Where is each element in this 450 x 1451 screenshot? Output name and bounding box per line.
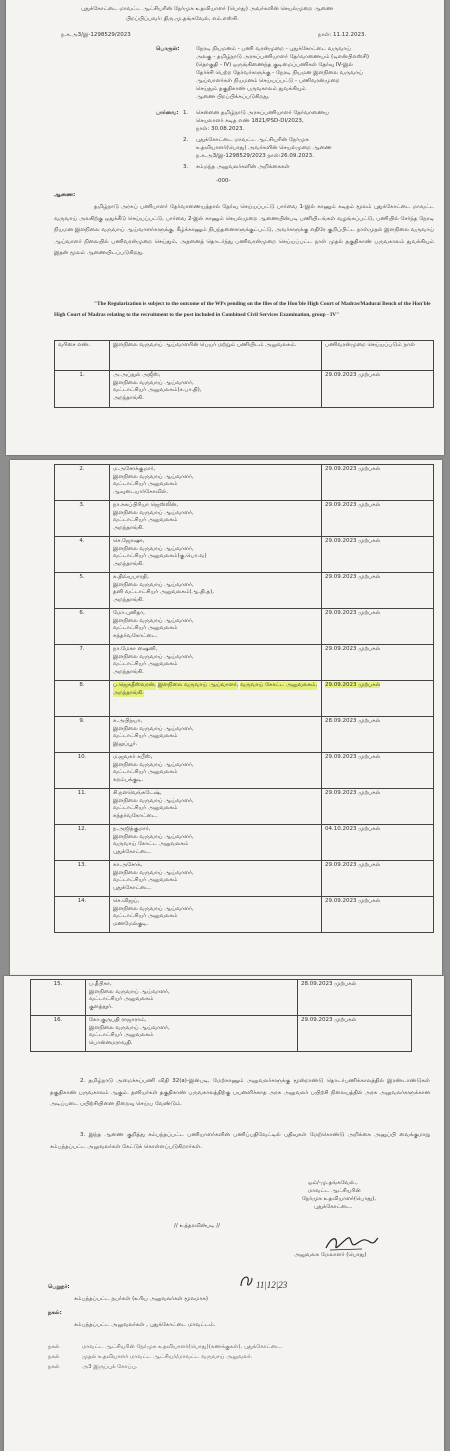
employee-name: ப.தீபிகா,	[89, 981, 112, 987]
row-name-cell	[110, 681, 322, 717]
employee-office: வருவாய் கோட்ட அலுவலகம்,	[240, 682, 318, 688]
document-page-1	[6, 0, 444, 455]
order-date: நாள்: 11.12.2023.	[318, 32, 367, 38]
employee-name: க.திவ்யபாரதி,	[113, 574, 149, 580]
employee-office: வட்டாட்சியர் அலுவலகம்	[113, 805, 178, 811]
table-row	[55, 825, 434, 861]
row-name-cell	[110, 753, 322, 789]
regularization-date: 29.09.2023 முற்பகல்	[322, 501, 434, 537]
row-name-cell	[110, 897, 322, 933]
employee-name: நா.சுகப்பிரியா ஜெஸ்லின்,	[113, 502, 179, 508]
row-name-cell	[110, 789, 322, 825]
employee-office: வட்டாட்சியர் அலுவலகம்	[113, 625, 178, 631]
footer-copy-label: நகல்	[48, 1344, 60, 1350]
row-number: 16.	[31, 1016, 86, 1052]
employee-name: ந.அஜித்குமார்,	[113, 826, 151, 832]
order-heading: ஆணை:	[54, 192, 76, 198]
regularization-date: 29.09.2023 முற்பகல்	[298, 1016, 412, 1052]
regularization-date: 29.09.2023 முற்பகல்	[322, 897, 434, 933]
employee-name: ம.அசோக்குமார்,	[113, 466, 156, 472]
subject-line: செய்தும் தகுதிகாண் பருவகாலம் துவக்கியும்	[196, 86, 306, 92]
row-number: 5.	[55, 573, 110, 609]
table-row	[31, 980, 412, 1016]
regularization-date: 29.09.2023 முற்பகல்	[322, 789, 434, 825]
regularization-table-part-2	[54, 464, 434, 933]
employee-designation: இளநிலை வருவாய் ஆய்வாளர்,	[113, 761, 194, 768]
row-number: 3.	[55, 501, 110, 537]
reference-number: ந.க.அ3/இ-1298529/2023	[61, 32, 131, 38]
employee-name: ம.ஜவகர் கபீஸ்,	[113, 754, 153, 760]
handwritten-initial	[238, 1272, 254, 1290]
subject-line: அலகு - தமிழ்நாடு அரசுப்பணியாளர் தேர்வாணையம் (டிஎன்பிஎஸ்சி)	[196, 54, 369, 60]
employee-location: அறந்தாங்கி.	[113, 668, 144, 675]
table-row	[55, 645, 434, 681]
court-note: "The Regularization is subject to the outcome of the WPs pending on the files of the Hon'ble High Court of Madras/Madurai Bench of the Hon'ble High Court of Madras relating to the recruitment to the post included in Combined Civil Services Examination, group - IV"	[54, 301, 431, 318]
reference-line: உதவியாளர்(பொது) அவர்களின் செயல்முறை ஆணை	[196, 145, 332, 151]
employee-office: வட்டாட்சியர் அலுவலகம்	[113, 769, 178, 775]
section-divider: -000-	[216, 178, 231, 184]
table-row	[55, 789, 434, 825]
employee-name: செ.விஜய்,	[113, 898, 140, 904]
regularization-table-part-3	[30, 979, 412, 1052]
employee-office: வருவாய் கோட்ட அலுவலகம்	[113, 841, 189, 847]
references-label: பார்வை:	[156, 110, 179, 116]
employee-office: வட்டாட்சியர் அலுவலகம்	[113, 733, 178, 739]
employee-name: அ.அப்துல் அஜீஸ்,	[113, 372, 161, 378]
row-number: 1.	[55, 371, 110, 408]
employee-designation: இளநிலை வருவாய் ஆய்வாளர்,	[157, 682, 239, 688]
footer-copy-text: மாவட்ட ஆட்சியரின் நேர்முக உதவியாளர்(பொது)(கணக்குகள்), புதுக்கோட்டை.	[82, 1344, 283, 1350]
row-name-cell	[110, 537, 322, 573]
order-body: தமிழ்நாடு அரசுப் பணியாளர் தேர்வாணையத்தால் தேர்வு செய்யப்பட்டு பார்வை 1-இல் காணும் கடிதம் மூலம் புதுக்கோட்டை மாவட்ட வருவாய் அலகிற்கு ஒதுக்கீடு செய்யப்பட்டு, பார்வை 2-இல் காணும் செயல்முறை ஆணையின்படி பணியிடங்கள் வழங்கப்பட்டு, பணியில் சேர்ந்த நேரடி நியமன இளநிலை வருவாய் ஆய்வாளர்களுக்கு, கீழ்க்காணும் நிபந்தனைகளுக்குட்பட்டு, அவர்களுக்கு எதிரே குறிப்பிட்ட நாள்முதல் இளநிலை வருவாய் ஆய்வாளர் நிலையில் பணிவரன்முறை செய்தும், அதனைத் தொடர்ந்து பணிவரன்முறை செய்யப்பட்ட நாள் முதல் தகுதிகாண் பருவகாலம் துவக்கியும் இதன் மூலம் ஆணையிடப்படுகிறது.	[54, 204, 434, 256]
employee-name: சி.நளவெங்கடேஷ்,	[113, 790, 162, 796]
row-name-cell	[110, 861, 322, 897]
employee-location: அறந்தாங்கி.	[113, 524, 144, 531]
employee-name: நா.மேகா ஷைனி,	[113, 646, 158, 652]
row-name-cell	[110, 573, 322, 609]
reference-number-2: 2.	[183, 137, 189, 143]
table-header-serial: வரிசை எண்.	[55, 341, 110, 371]
employee-name: மோ.புனிதா,	[113, 610, 145, 616]
reference-line: புதுக்கோட்டை மாவட்ட ஆட்சியரின் நேர்முக	[196, 137, 309, 143]
regularization-date: 04.10.2023 முற்பகல்	[322, 825, 434, 861]
employee-designation: இளநிலை வருவாய் ஆய்வாளர்,	[113, 617, 194, 624]
employee-location: புதுக்கோட்டை.	[113, 848, 152, 855]
employee-location: குளத்தூர்.	[89, 1003, 113, 1010]
employee-designation: இளநிலை வருவாய் ஆய்வாளர்,	[113, 545, 194, 552]
row-number: 12.	[55, 825, 110, 861]
row-number: 10.	[55, 753, 110, 789]
employee-office: வட்டாட்சியர் அலுவலகம்	[89, 996, 154, 1002]
signatory-designation: மாவட்ட ஆட்சியரின்	[308, 1188, 361, 1194]
employee-name: செ.ஜோஷு,	[113, 538, 145, 544]
office-manager-label: அலுவலக மேலாளர் (பொது)	[294, 1252, 367, 1258]
document-page-2	[10, 460, 442, 975]
signatory-designation: நேர்முக உதவியாளர்(பொது),	[302, 1196, 376, 1202]
paragraph-2: 2. தமிழ்நாடு அமைச்சுப்பணி விதி 32(a)-இன்படி, மேற்காணும் அலுவலர்களுக்கு மூன்றாண்டு தொடர்பணிக்காலத்தில் இரண்டாண்டுகள் தகுதிகாண் பருவகாலம் ஆகும். தனியர்கள் தகுதிகாண் பருவகாலத்திற்கு பயனளிக்காத அரசு அலுவலர் பயிற்சி நிலையத்தில் அரசு அலுவலர்களுக்கான அடிப்படை பயிற்சியினை நிறைவு செய்ய வேண்டும்.	[50, 1078, 430, 1107]
subject-line: நேரடி நியமனம் - பணி வரன்முறை - புதுக்கோட்டை வருவாய்	[196, 46, 351, 52]
employee-office: வட்டாட்சியர் அலுவலகம்	[113, 661, 178, 667]
table-row	[55, 609, 434, 645]
employee-designation: இளநிலை வருவாய் ஆய்வாளர்,	[113, 869, 194, 876]
employee-location: ஆவுடையார்கோவில்.	[113, 488, 169, 495]
row-number: 13.	[55, 861, 110, 897]
regularization-date: 28.09.2023 முற்பகல்	[298, 980, 412, 1016]
employee-office: வட்டாட்சியர் அலுவலகம்(கு.பொ.வ)	[113, 553, 207, 559]
employee-designation: இளநிலை வருவாய் ஆய்வாளர்,	[113, 725, 194, 732]
row-number: 4.	[55, 537, 110, 573]
table-header-date: பணிவரன்முறை செய்யப்படும் நாள்	[322, 341, 434, 371]
employee-designation: இளநிலை வருவாய் ஆய்வாளர்,	[113, 509, 194, 516]
table-row	[55, 501, 434, 537]
employee-name: கோ.குருபதி ராஜாராம்,	[89, 1017, 147, 1023]
employee-location: இலுப்பூர்.	[113, 740, 138, 747]
footer-copy-text: அ3 இருப்புக் கோப்பு.	[82, 1364, 138, 1370]
row-number: 15.	[31, 980, 86, 1016]
employee-location: மணமேல்குடி.	[113, 920, 149, 927]
row-number: 2.	[55, 465, 110, 501]
row-name-cell	[110, 501, 322, 537]
employee-location: கறம்பக்குடி.	[113, 776, 144, 783]
employee-location: கந்தர்வகோட்டை.	[113, 632, 158, 639]
table-row	[55, 537, 434, 573]
recipient-label: பெறுநர்:	[48, 1284, 70, 1290]
employee-designation: இளநிலை வருவாய் ஆய்வாளர்,	[113, 653, 194, 660]
employee-designation: இளநிலை வருவாய் ஆய்வாளர்,	[113, 379, 194, 386]
reference-line: நாள்: 30.08.2023.	[196, 126, 245, 132]
employee-location: பொன்னமராவதி.	[89, 1039, 133, 1046]
reference-line: ந.க.அ3/இ-1298529/2023 நாள்:26.09.2023.	[196, 153, 314, 159]
employee-office: வட்டாட்சியர் அலுவலகம்	[113, 517, 178, 523]
handwritten-signature	[322, 1232, 382, 1254]
regularization-table-part-1	[54, 340, 434, 408]
copy-label: நகல்:	[48, 1310, 62, 1316]
header-line-1: புதுக்கோட்டை மாவட்ட ஆட்சியரின் நேர்முக உதவியாளர் (பொது) அவர்களின் செயல்முறை ஆணை	[81, 6, 334, 12]
row-name-cell	[110, 645, 322, 681]
employee-office: வட்டாட்சியர் அலுவலகம்	[89, 1032, 154, 1038]
document-page-3	[4, 976, 444, 1451]
row-number: 7.	[55, 645, 110, 681]
row-number: 9.	[55, 717, 110, 753]
signatory-name: ஒம்/-மு.தங்கவேல்.,	[308, 1180, 358, 1186]
employee-office: வட்டாட்சியர் அலுவலகம்	[113, 481, 178, 487]
reference-line: செயலாளர் கடித எண் 1821/PSD-DI/2023,	[196, 118, 304, 124]
regularization-date: 29.09.2023 முற்பகல்	[322, 537, 434, 573]
footer-copy-label: நகல்	[48, 1354, 60, 1360]
subject-label: பொருள்:	[156, 46, 180, 52]
employee-location: புதுக்கோட்டை.	[113, 884, 152, 891]
employee-designation: இளநிலை வருவாய் ஆய்வாளர்,	[113, 473, 194, 480]
table-row	[55, 897, 434, 933]
signatory-location: புதுக்கோட்டை.	[314, 1204, 353, 1210]
employee-office: வட்டாட்சியர் அலுவலகம்	[113, 877, 178, 883]
row-name-cell	[86, 980, 298, 1016]
employee-designation: இளநிலை வருவாய் ஆய்வாளர்,	[113, 581, 194, 588]
reference-line: சம்மந்த அலுவலர்களின் அறிக்கைகள்	[196, 164, 290, 170]
table-row-highlighted	[55, 681, 434, 717]
employee-office: தனி வட்டாட்சியர் அலுவலகம்(ஆ.தி.த),	[113, 589, 214, 595]
reference-number-3: 3.	[183, 164, 189, 170]
subject-line: தேர்ச்சி பெற்ற தேர்வர்களுக்கு - நேரடி நியமன இளநிலை வருவாய்	[196, 70, 363, 76]
row-number: 14.	[55, 897, 110, 933]
subject-line: ஆணை பிறப்பிக்கப்படுகிறது.	[196, 94, 270, 100]
header-line-2: பிறப்பிப்பவர்: திரு.மு.தங்கவேல், எம்.எஸ்சி.	[126, 16, 239, 22]
true-copy-label: // உத்தரவின்படி //	[174, 1223, 220, 1229]
highlighted-date: 29.09.2023 முற்பகல்	[325, 682, 381, 688]
row-number: 6.	[55, 609, 110, 645]
employee-location: அறந்தாங்கி.	[113, 596, 144, 603]
employee-office: வட்டாட்சியர் அலுவலகம்(ச.பா.தி),	[113, 387, 202, 393]
row-name-cell	[110, 717, 322, 753]
regularization-date: 29.09.2023 முற்பகல்	[322, 609, 434, 645]
regularization-date: 29.09.2023 முற்பகல்	[322, 371, 434, 408]
table-row	[31, 1016, 412, 1052]
employee-designation: இளநிலை வருவாய் ஆய்வாளர்,	[113, 797, 194, 804]
employee-designation: இளநிலை வருவாய் ஆய்வாளர்,	[89, 1024, 170, 1031]
table-row	[55, 573, 434, 609]
regularization-date: 29.09.2023 முற்பகல்	[322, 645, 434, 681]
copy-text: சம்பந்தப்பட்ட அலுவலர்கள் , புதுக்கோட்டை மாவட்டம்.	[74, 1322, 216, 1328]
employee-name: கா.அசோக்,	[113, 862, 143, 868]
regularization-date: 29.09.2023 முற்பகல்	[322, 861, 434, 897]
row-name-cell	[110, 371, 322, 408]
paragraph-3: 3. இந்த ஆணை குறித்து சம்பந்தப்பட்ட பணியாளர்களின் பணிப்பதிவேட்டில் பதிவுகள் மேற்கொண்டு அறிக்கை அனுப்பி வைக்குமாறு சம்பந்தப்பட்ட அலுவலர்கள் கேட்டுக் கொள்ளப்படுகிறார்கள்.	[50, 1132, 430, 1150]
row-number: 8.	[55, 681, 110, 717]
regularization-date: 29.09.2023 முற்பகல்	[322, 465, 434, 501]
reference-line: சென்னை தமிழ்நாடு அரசுப்பணியாளர் தேர்வாணைய	[196, 110, 329, 116]
employee-designation: இளநிலை வருவாய் ஆய்வாளர்,	[113, 905, 194, 912]
subject-line: (தொகுதி - IV) ஒருங்கிணைந்த குடிமைப்பணிகள் தேர்வு IV-இல்	[196, 62, 353, 68]
table-row	[55, 753, 434, 789]
row-name-cell	[86, 1016, 298, 1052]
employee-office: வட்டாட்சியர் அலுவலகம்	[113, 913, 178, 919]
employee-name: க.அபிநயா,	[113, 718, 143, 724]
employee-designation: இளநிலை வருவாய் ஆய்வாளர்,	[89, 988, 170, 995]
handwritten-date: 11|12|23	[256, 1280, 288, 1290]
row-number: 11.	[55, 789, 110, 825]
table-row	[55, 465, 434, 501]
reference-number-1: 1.	[183, 110, 189, 116]
employee-location: அறந்தாங்கி.	[113, 689, 144, 696]
regularization-date: 29.09.2023 முற்பகல்	[322, 753, 434, 789]
employee-location: அறந்தாங்கி.	[113, 560, 144, 567]
row-name-cell	[110, 825, 322, 861]
footer-copy-label: நகல்	[48, 1364, 60, 1370]
footer-copy-text: முதல் உதவியாளர் மாவட்ட ஆட்சியர்/மாவட்ட வருவாய் அலுவலர்.	[82, 1354, 253, 1360]
regularization-date	[322, 681, 434, 717]
subject-line: ஆய்வாளர்கள் நியமனம் செய்யப்பட்டு - பணிவரன்முறை	[196, 78, 340, 84]
regularization-date: 28.09.2023 முற்பகல்	[322, 717, 434, 753]
employee-name: ப.ஜெகதீஸ்வரன்,	[113, 682, 156, 688]
table-header-name: இளநிலை வருவாய் ஆய்வாளரின் பெயர் மற்றும் பணியிடம் அலுவலகம்.	[110, 341, 322, 371]
row-name-cell	[110, 465, 322, 501]
regularization-date: 29.09.2023 முற்பகல்	[322, 573, 434, 609]
table-row	[55, 717, 434, 753]
table-row	[55, 861, 434, 897]
row-name-cell	[110, 609, 322, 645]
recipient-text: சம்பந்தப்பட்ட நபர்கள் (உரிய அலுவலர்கள் மூலமாக)	[74, 1296, 208, 1302]
table-row	[55, 371, 434, 408]
employee-location: அறந்தாங்கி.	[113, 394, 144, 401]
employee-location: கந்தர்வகோட்டை.	[113, 812, 158, 819]
employee-designation: இளநிலை வருவாய் ஆய்வாளர்,	[113, 833, 194, 840]
